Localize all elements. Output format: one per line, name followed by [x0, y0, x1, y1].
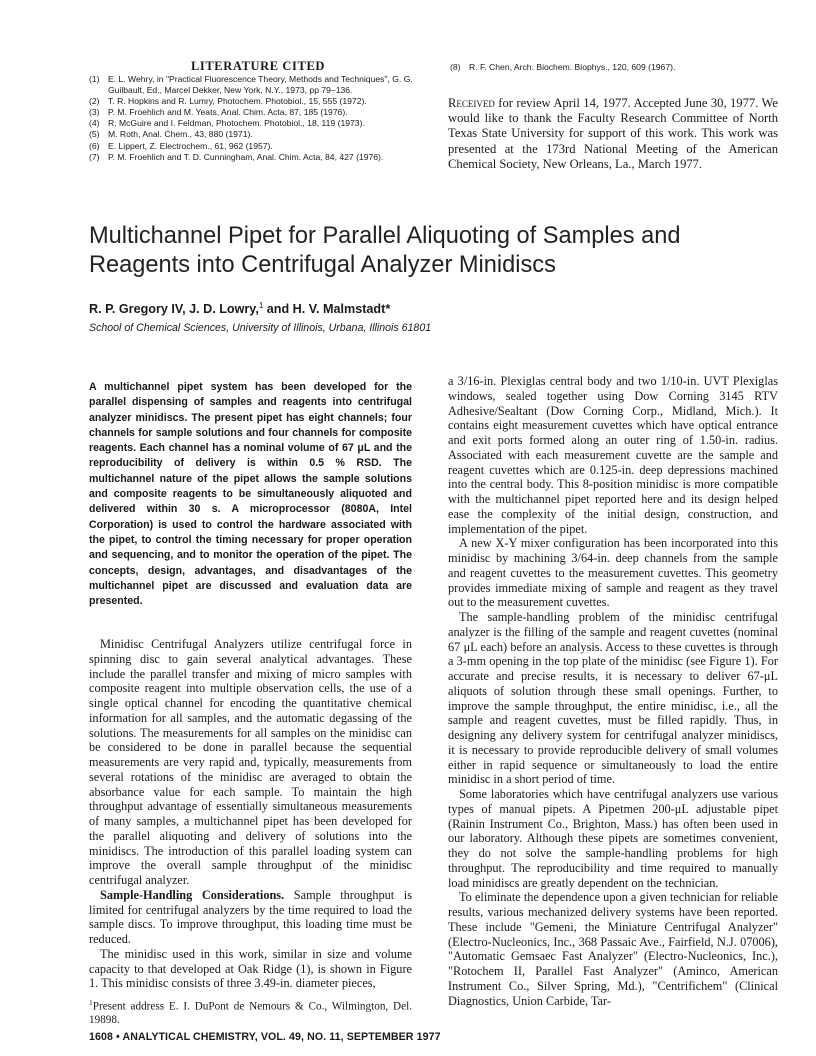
body-paragraph: To eliminate the dependence upon a given technician for reliable results, various mechanized delivery systems have been reported. These include "Gemeni, the Miniature Centrifugal Analyzer" (Electro-Nucleonics, Inc., 368 Passaic Ave., Fairfield, N.J. 07006), "Automatic Gemsaec Fast Analyzer" (Electro-Nucleonics, Inc.), "Rotochem II, Parallel Fast Analyzer" (Aminco, American Instrument Co., Silver Spring, Md.), "Centrifichem" (Clinical Diagnostics, Union Carbide, Tar- — [448, 890, 778, 1008]
reference-number: (3) — [89, 107, 100, 118]
body-paragraph: Some laboratories which have centrifugal analyzers use various types of manual pipets. A Pipetmen 200-μL adjustable pipet (Rainin Instrument Co., Brighton, Mass.) has often been used in our laboratory. Although these pipets are sometimes convenient, they do not solve the sample-handling problems for high throughput. The reproducibility and time required to manually load minidiscs are greatly dependent on the technician. — [448, 787, 778, 890]
reference-text: E. L. Wehry, in "Practical Fluorescence Theory, Methods and Techniques", G. G. Guilbault, Ed., Marcel Dekker, New York, N.Y., 1973, pp 79–136. — [108, 74, 413, 96]
article-title: Multichannel Pipet for Parallel Aliquoting of Samples and Reagents into Centrifugal Analyzer Minidiscs — [89, 223, 681, 278]
reference-text: P. M. Froehlich and M. Yeats, Anal. Chim. Acta, 87, 185 (1976). — [108, 107, 348, 118]
received-lead: Received — [448, 96, 495, 110]
author-footnote-mark: 1 — [258, 301, 264, 310]
body-column-left — [89, 637, 412, 991]
corresponding-author-mark: * — [385, 302, 391, 317]
reference-text: R. F. Chen, Arch. Biochem. Biophys., 120, 609 (1967). — [469, 62, 676, 72]
reference-number: (1) — [89, 74, 100, 84]
reference-number: (4) — [89, 118, 100, 129]
reference-item — [89, 74, 429, 96]
body-paragraph: The minidisc used in this work, similar in size and volume capacity to that developed at Oak Ridge (1), is shown in Figure 1. This minidisc consists of three 3.49-in. diameter pieces, — [89, 946, 412, 991]
literature-cited-heading: LITERATURE CITED — [190, 59, 326, 73]
body-paragraph: A new X-Y mixer configuration has been incorporated into this minidisc by machining 3/64-in. deep channels from the sample and reagent cuvettes to the measurement cuvettes. This geometry provides immediate mixing of sample and reagent as they travel out to the measurement cuvettes. — [448, 536, 778, 610]
reference-number: (6) — [89, 140, 100, 151]
reference-item — [89, 141, 429, 152]
authors-tail: and H. V. Malmstadt — [266, 302, 386, 317]
abstract: A multichannel pipet system has been developed for the parallel dispensing of samples and reagents into centrifugal analyzer minidiscs. The present pipet has eight channels; four channels for sample solutions and four channels for composite reagents. Each channel has a nominal volume of 67 μL and the reproducibility of delivery is within 0.5 % RSD. The multichannel nature of the pipet allows the sample solutions and composite reagents to be simultaneously aliquoted and delivered within 30 s. A microprocessor (8080A, Intel Corporation) is used to control the hardware associated with the pipet, to control the timing necessary for proper operation and sequencing, and to monitor the operation of the pipet. The concepts, design, advantages, and disadvantages of the multichannel pipet are discussed and evaluation data are presented. — [89, 381, 412, 608]
body-paragraph — [89, 888, 412, 947]
reference-item — [89, 129, 429, 140]
received-acknowledgment — [448, 96, 778, 172]
body-paragraph: Minidisc Centrifugal Analyzers utilize centrifugal force in spinning disc to gain several analytical advantages. These include the parallel transfer and mixing of micro samples with composite reagent into multiple observation cells, the use of a single optical channel for encoding the quantitative chemical information for all samples, and the automatic degassing of the solutions. The measurements for all samples on the minidisc can be considered to be done in parallel because the sequential measurements are very rapid and, typically, measurements from several rotations of the minidisc are averaged to obtain the absorbance value for each sample. To maintain the high throughput advantage of essentially simultaneous measurements of many samples, a multichannel pipet has been developed for the parallel aliquoting and delivery of solutions into the minidiscs. The introduction of this parallel loading system can improve the overall sample throughput of the minidisc centrifugal analyzer. — [89, 637, 412, 887]
reference-text: T. R. Hopkins and R. Lumry, Photochem. Photobiol., 15, 555 (1972). — [108, 96, 367, 107]
footnote-text: Present address E. I. DuPont de Nemours & Co., Wilmington, Del. 19898. — [89, 1000, 412, 1026]
reference-number: (2) — [89, 96, 100, 107]
section-heading: Sample-Handling Considerations. — [100, 887, 285, 902]
reference-number: (5) — [89, 129, 100, 140]
paragraph-text: Sample throughput is limited for centrifugal analyzers by the time required to load the sample discs. To improve throughput, this loading time must be reduced. — [89, 887, 412, 946]
reference-text: E. Lippert, Z. Electrochem., 61, 962 (1957). — [108, 140, 273, 151]
reference-list-continued — [450, 62, 780, 73]
reference-list — [89, 74, 429, 163]
reference-item — [89, 96, 429, 107]
reference-item — [89, 118, 429, 129]
reference-text: M. Roth, Anal. Chem., 43, 880 (1971). — [108, 129, 253, 140]
reference-item — [89, 107, 429, 118]
body-paragraph: The sample-handling problem of the minidisc centrifugal analyzer is the filling of the sample and reagent cuvettes (nominal 67 μL each) before an analysis. Access to these cuvettes is through a 3-mm opening in the top plate of the minidisc (see Figure 1). For accurate and precise results, it is necessary to deliver 67-μL aliquots of solution through these small openings. Further, to improve the sample throughput, the entire minidisc, i.e., all the sample and reagent cuvettes, must be filled rapidly. Thus, in designing any delivery system for centrifugal analyzer minidiscs, it is necessary to provide reproducible delivery of small volumes either in rapid sequence or simultaneously to load the entire minidisc in a short period of time. — [448, 610, 778, 787]
footnote-mark: 1 — [89, 998, 93, 1007]
authors: R. P. Gregory IV, J. D. Lowry, — [89, 302, 259, 317]
reference-number: (7) — [89, 151, 100, 162]
body-column-right — [448, 374, 778, 1008]
reference-text: P. M. Froehlich and T. D. Cunningham, Anal. Chim. Acta, 84, 427 (1976). — [108, 151, 384, 162]
received-text: for review April 14, 1977. Accepted June 30, 1977. We would like to thank the Faculty Research Committee of North Texas State University for support of this work. This work was presented at the 173rd National Meeting of the American Chemical Society, New Orleans, La., March 1977. — [448, 96, 778, 171]
footnote — [89, 996, 412, 1027]
body-paragraph: a 3/16-in. Plexiglas central body and two 1/10-in. UVT Plexiglas windows, sealed together using Dow Corning 3145 RTV Adhesive/Sealtant (Dow Corning Corp., Midland, Mich.). It contains eight measurement cuvettes which have optical entrance and exit ports formed along an outer ring of 1.50-in. radius. Associated with each measurement cuvette are the sample and reagent cuvettes which are 0.125-in. deep depressions machined into the central body. This 8-position minidisc is more compatible with the multichannel pipet reported here and its design helped ease the complexity of the initial design, construction, and implementation of the pipet. — [448, 374, 778, 536]
author-line — [89, 301, 390, 316]
affiliation: School of Chemical Sciences, University of Illinois, Urbana, Illinois 61801 — [89, 322, 432, 334]
reference-item — [89, 152, 429, 163]
reference-number: (8) — [450, 62, 461, 72]
page-footer: 1608 • ANALYTICAL CHEMISTRY, VOL. 49, NO. 11, SEPTEMBER 1977 — [89, 1031, 441, 1043]
reference-item — [450, 62, 780, 73]
reference-text: R. McGuire and I. Feldman, Photochem. Photobiol., 18, 119 (1973). — [108, 118, 365, 129]
